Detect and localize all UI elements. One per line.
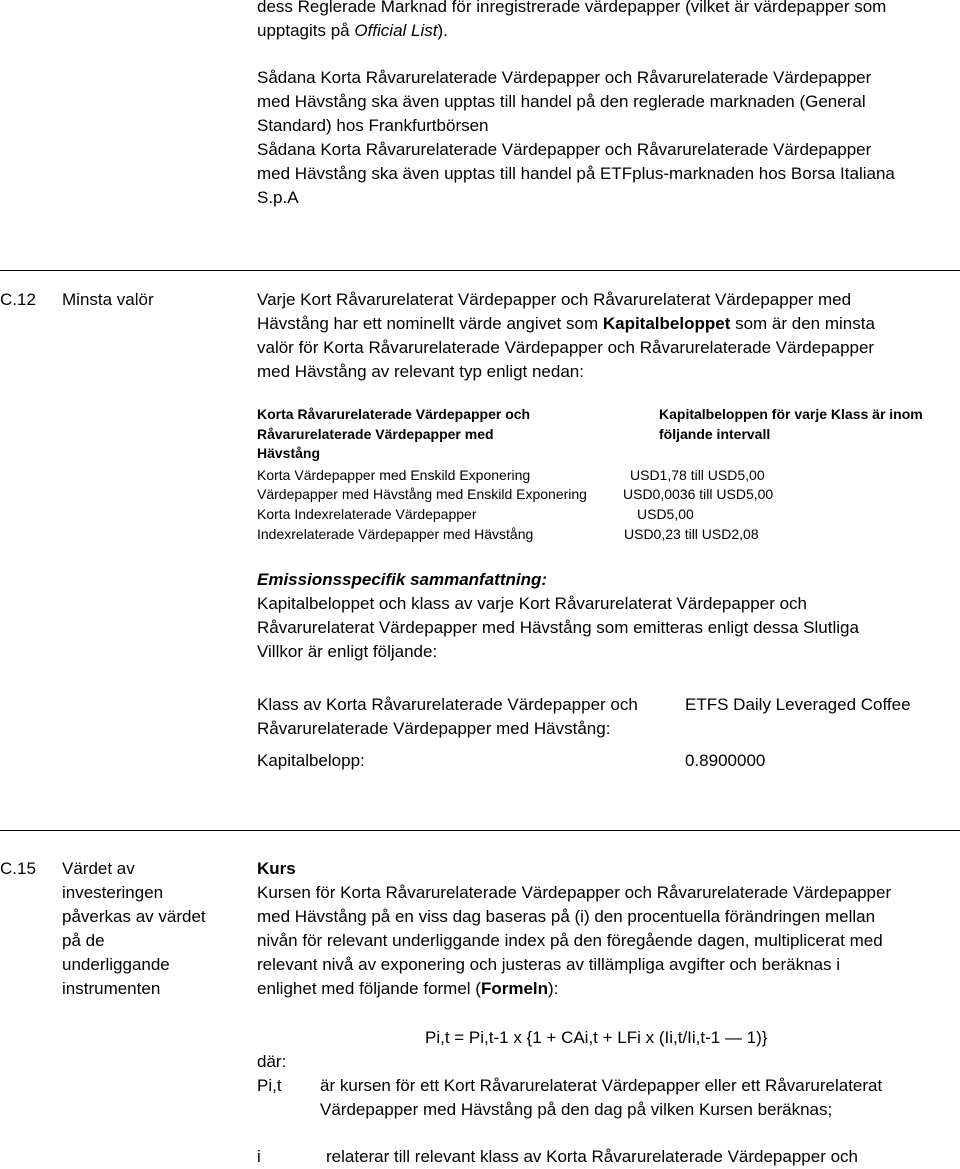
section-title-c15 <box>62 857 206 1001</box>
table-row-type: Indexrelaterade Värdepapper med Hävstång <box>257 526 534 542</box>
summary-paragraph <box>257 592 859 664</box>
table-row-range: USD5,00 <box>637 506 694 522</box>
definition-term: i <box>257 1147 261 1166</box>
summary-heading: Emissionsspecifik sammanfattning: <box>257 570 548 589</box>
kurs-heading: Kurs <box>257 859 296 878</box>
c15-body-line: enlighet med följande formel (Formeln): <box>257 979 559 998</box>
c12-body <box>257 288 875 384</box>
top-line-1: dess Reglerade Marknad för inregistrerade värdepapper (vilket är värdepapper som <box>257 0 887 16</box>
table-row-type: Korta Värdepapper med Enskild Exponering <box>257 467 531 483</box>
klass-label <box>257 693 638 741</box>
title-line: investeringen <box>62 883 164 902</box>
top-line-2: upptagits på Official List). <box>257 21 448 40</box>
c15-body-line: relevant nivå av exponering och justeras av tillämpliga avgifter och beräknas i <box>257 955 841 974</box>
c12-body-line: med Hävstång av relevant typ enligt nedan: <box>257 362 584 381</box>
section-divider <box>0 830 960 831</box>
listing-line: Standard) hos Frankfurtbörsen <box>257 116 489 135</box>
section-title-c12: Minsta valör <box>62 290 154 309</box>
c15-body <box>257 857 891 1001</box>
summary-line: Råvarurelaterat Värdepapper med Hävstång som emitteras enligt dessa Slutliga <box>257 618 859 637</box>
section-divider <box>0 270 960 271</box>
definition-line: är kursen för ett Kort Råvarurelaterat Värdepapper eller ett Råvarurelaterat <box>320 1076 883 1095</box>
header-line: Korta Råvarurelaterade Värdepapper och <box>257 406 531 422</box>
listing-paragraph <box>257 66 895 210</box>
c15-body-line: med Hävstång på en viss dag baseras på (i) den procentuella förändringen mellan <box>257 907 876 926</box>
c12-body-line: valör för Korta Råvarurelaterade Värdepapper och Råvarurelaterade Värdepapper <box>257 338 875 357</box>
section-number-c12: C.12 <box>0 290 36 309</box>
listing-line: med Hävstång ska även upptas till handel på den reglerade marknaden (General <box>257 92 866 111</box>
table-header-range <box>659 405 923 444</box>
header-line: Hävstång <box>257 445 321 461</box>
table-row-range: USD0,23 till USD2,08 <box>624 526 759 542</box>
table-row-range: USD1,78 till USD5,00 <box>630 467 765 483</box>
title-line: påverkas av värdet <box>62 907 206 926</box>
klass-label-line: Klass av Korta Råvarurelaterade Värdepapper och <box>257 695 638 714</box>
klass-value: ETFS Daily Leveraged Coffee <box>685 695 911 714</box>
c12-body-line: Varje Kort Råvarurelaterat Värdepapper och Råvarurelaterat Värdepapper med <box>257 290 852 309</box>
price-formula: Pi,t = Pi,t-1 x {1 + CAi,t + LFi x (Ii,t/Ii,t-1 — 1)} <box>425 1028 768 1047</box>
listing-line: Sådana Korta Råvarurelaterade Värdepapper och Råvarurelaterade Värdepapper <box>257 140 872 159</box>
title-line: på de <box>62 931 105 950</box>
top-paragraph <box>257 0 886 43</box>
table-header-type <box>257 405 530 464</box>
definition-term: Pi,t <box>257 1076 282 1095</box>
listing-line: S.p.A <box>257 188 299 207</box>
c12-body-line: Hävstång har ett nominellt värde angivet som Kapitalbeloppet som är den minsta <box>257 314 875 333</box>
definitions-intro: där: <box>257 1052 287 1071</box>
definition-line: Värdepapper med Hävstång på den dag på vilken Kursen beräknas; <box>320 1100 833 1119</box>
listing-line: Sådana Korta Råvarurelaterade Värdepapper och Råvarurelaterade Värdepapper <box>257 68 872 87</box>
klass-label-line: Råvarurelaterade Värdepapper med Hävstång: <box>257 719 611 738</box>
definition-text: relaterar till relevant klass av Korta Råvarurelaterade Värdepapper och <box>326 1147 858 1166</box>
section-number-c15: C.15 <box>0 859 36 878</box>
summary-line: Kapitalbeloppet och klass av varje Kort Råvarurelaterat Värdepapper och <box>257 594 807 613</box>
definition-text <box>320 1074 882 1122</box>
header-line: Råvarurelaterade Värdepapper med <box>257 425 494 442</box>
table-row-type: Värdepapper med Hävstång med Enskild Exponering <box>257 486 587 502</box>
kapitalbelopp-value: 0.8900000 <box>685 751 766 770</box>
c15-body-line: nivån för relevant underliggande index på den föregående dagen, multiplicerat med <box>257 931 883 950</box>
title-line: instrumenten <box>62 979 161 998</box>
header-line: Kapitalbeloppen för varje Klass är inom <box>659 406 923 422</box>
summary-line: Villkor är enligt följande: <box>257 642 438 661</box>
listing-line: med Hävstång ska även upptas till handel på ETFplus-marknaden hos Borsa Italiana <box>257 164 895 183</box>
title-line: Värdet av <box>62 859 135 878</box>
kapitalbelopp-label: Kapitalbelopp: <box>257 751 365 770</box>
c15-body-line: Kursen för Korta Råvarurelaterade Värdepapper och Råvarurelaterade Värdepapper <box>257 883 892 902</box>
title-line: underliggande <box>62 955 170 974</box>
header-line: följande intervall <box>659 425 771 442</box>
table-row-range: USD0,0036 till USD5,00 <box>623 486 774 502</box>
table-row-type: Korta Indexrelaterade Värdepapper <box>257 506 477 522</box>
